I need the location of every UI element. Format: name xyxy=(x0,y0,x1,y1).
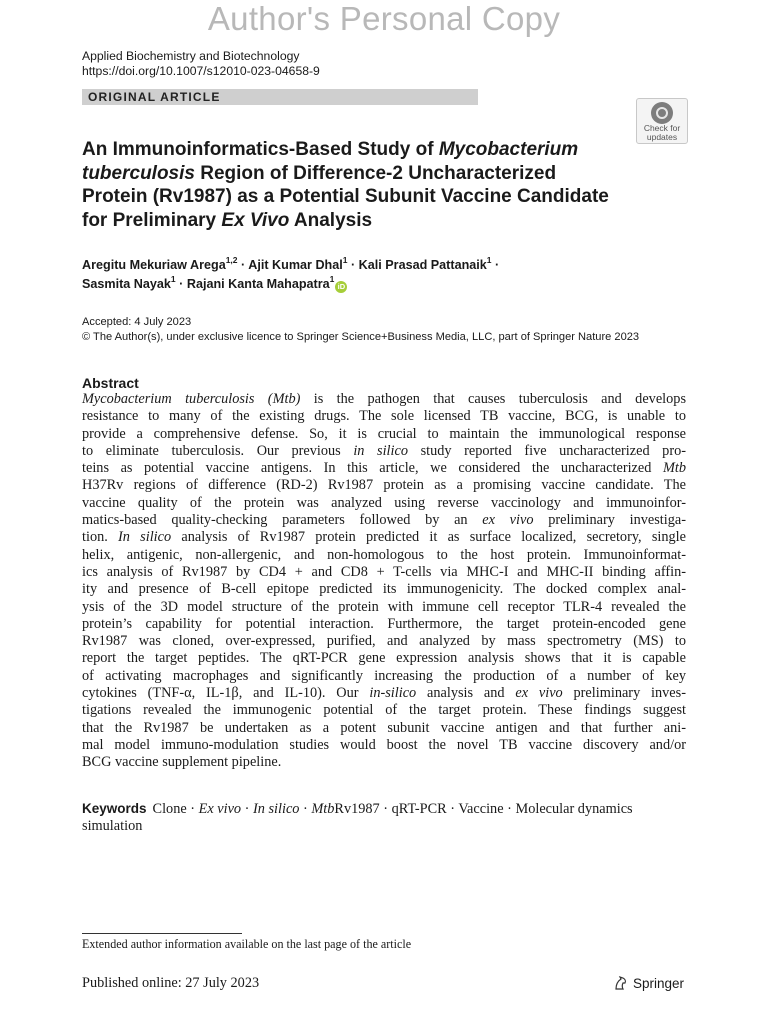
abstract-line: teins as potential vaccine antigens. In this article, we considered the uncharacterized Mtb xyxy=(82,460,686,477)
keyword: In silico xyxy=(253,801,300,817)
journal-name: Applied Biochemistry and Biotechnology xyxy=(82,49,300,63)
author-name[interactable]: Ajit Kumar Dhal xyxy=(248,258,343,272)
abstract-line: protein’s capability for potential interaction. Furthermore, the target protein-encoded gene xyxy=(82,615,686,632)
abstract-line: BCG vaccine supplement pipeline. xyxy=(82,754,282,771)
author-name[interactable]: Kali Prasad Pattanaik xyxy=(358,258,487,272)
keyword: Ex vivo xyxy=(198,801,242,817)
article-type: ORIGINAL ARTICLE xyxy=(88,90,221,104)
abstract-line: vaccine quality of the protein was analyzed using reverse vaccinology and immunoinfor- xyxy=(82,494,686,511)
abstract-line: Mycobacterium tuberculosis (Mtb) is the pathogen that causes tuberculosis and develops xyxy=(82,391,687,407)
publisher-logo xyxy=(613,975,684,991)
abstract-line: H37Rv regions of difference (RD-2) Rv1987 protein as a promising vaccine candidate. The xyxy=(82,477,686,494)
keyword: Vaccine xyxy=(458,801,504,817)
abstract-line: ity and presence of B-cell epitope predicted its immunogenicity. The docked complex anal- xyxy=(82,581,686,598)
watermark: Author's Personal Copy xyxy=(207,0,561,37)
accepted-date: Accepted: 4 July 2023 xyxy=(82,316,192,328)
footnote: Extended author information available on the last page of the article xyxy=(82,937,412,951)
check-for-updates-label: Check for updates xyxy=(643,123,681,142)
author-name[interactable]: Aregitu Mekuriaw Arega xyxy=(82,258,226,272)
author-name[interactable]: Sasmita Nayak xyxy=(82,277,171,291)
abstract-line: mal model immuno-modulation studies would boost the novel TB vaccine discovery and/or xyxy=(82,736,686,753)
abstract-line: matics-based quality-checking parameters followed by an ex vivo preliminary investiga- xyxy=(82,512,686,529)
article-type-banner xyxy=(82,89,478,105)
abstract-heading: Abstract xyxy=(82,375,139,391)
author-name[interactable]: Rajani Kanta Mahapatra xyxy=(186,277,330,291)
keywords-heading: Keywords xyxy=(82,801,147,816)
keyword: Mtb xyxy=(311,801,335,817)
article-dates xyxy=(82,315,639,345)
keyword: qRT-PCR xyxy=(391,801,447,817)
published-date: Published online: 27 July 2023 xyxy=(82,975,260,991)
abstract-line: report the target peptides. The qRT-PCR gene expression analysis shows that it is capable xyxy=(82,650,686,667)
check-for-updates-button[interactable] xyxy=(636,98,688,144)
abstract-line: resistance to many of the existing drugs. The sole licensed TB vaccine, BCG, is unable to xyxy=(82,408,686,425)
abstract-line: tigations revealed the immunogenic potential of the target protein. These findings suggest xyxy=(82,702,686,719)
article-title: An Immunoinformatics-Based Study of Mycobacterium tuberculosis Region of Difference-2 Uncharacterized Protein (Rv1987) as a Potential Subunit Vaccine Candidate for Preliminary Ex Vivo Analysis xyxy=(82,139,609,231)
keyword: Clone xyxy=(152,801,187,817)
abstract-line: to eliminate tuberculosis. Our previous in silico study reported five uncharacterized pro- xyxy=(82,442,687,459)
footnote-divider xyxy=(82,933,242,934)
journal-info xyxy=(82,49,320,79)
abstract-line: ics analysis of Rv1987 by CD4 + and CD8 + T-cells via MHC-I and MHC-II binding affin- xyxy=(82,563,686,580)
abstract-line: Rv1987 was cloned, over-expressed, purified, and analyzed by mass spectrometry (MS) to xyxy=(82,633,686,650)
abstract-line: of activating macrophages and significantly increasing the production of a number of key xyxy=(82,667,686,684)
abstract-line: tion. In silico analysis of Rv1987 protein predicted it as surface localized, secretory, single xyxy=(82,529,686,546)
abstract-text xyxy=(82,391,686,772)
copyright-notice: © The Author(s), under exclusive licence to Springer Science+Business Media, LLC, part of Springer Nature 2023 xyxy=(82,331,640,343)
doi-link[interactable]: https://doi.org/10.1007/s12010-023-04658-9 xyxy=(82,64,320,78)
keywords: Keywords Clone · Ex vivo · In silico · MtbRv1987 · qRT-PCR · Vaccine · Molecular dynamics simulation xyxy=(82,801,633,835)
abstract-line: cytokines (TNF-α, IL-1β, and IL-10). Our in-silico analysis and ex vivo preliminary inves- xyxy=(82,685,686,702)
orcid-icon[interactable]: iD xyxy=(335,281,347,293)
abstract-line: ysis of the 3D model structure of the protein with immune cell receptor TLR-4 revealed the xyxy=(82,598,686,615)
publisher-name: Springer xyxy=(633,976,685,991)
keyword: Rv1987 xyxy=(334,801,380,817)
crossmark-icon xyxy=(651,102,673,124)
abstract-line: that the Rv1987 be undertaken as a potent subunit vaccine antigen and that further ani- xyxy=(82,719,686,736)
springer-horse-icon xyxy=(613,975,629,991)
abstract-line: helix, antigenic, non-allergenic, and non-homologous to the host protein. Immunoinformat- xyxy=(82,546,686,563)
author-list: Aregitu Mekuriaw Arega$^{1,2}$ · Ajit Kumar Dhal$^1$ · Kali Prasad Pattanaik$^1$ · Sasmita Nayak$^1$ · Rajani Kanta Mahapatra$^1$iD xyxy=(82,254,500,291)
abstract-line: provide a comprehensive defense. So, it is crucial to maintain the immunological response xyxy=(82,425,686,442)
keyword: Molecular dynamics simulation xyxy=(82,801,633,835)
